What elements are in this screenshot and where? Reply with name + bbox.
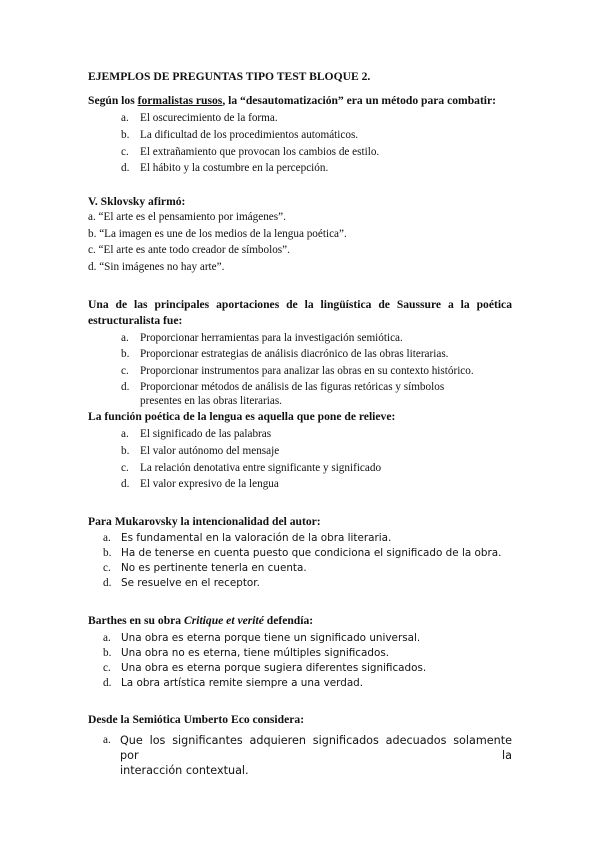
document-title: EJEMPLOS DE PREGUNTAS TIPO TEST BLOQUE 2. (88, 70, 371, 83)
option-text: Ha de tenerse en cuenta puesto que condiciona el significado de la obra. (121, 547, 502, 559)
option-text: La dificultad de los procedimientos automáticos. (140, 129, 359, 141)
option-text: El valor autónomo del mensaje (140, 445, 280, 457)
option-letter: c. (103, 562, 111, 574)
option-letter: c. (121, 146, 129, 158)
option-letter: b. (121, 445, 130, 457)
option-letter: a. (121, 112, 129, 124)
option-letter: b. (103, 647, 112, 659)
option-text: Que los significantes adquieren significados adecuados solamente por la (120, 734, 512, 762)
option-text-continued: interacción contextual. (120, 764, 249, 777)
option-text: d. “Sin imágenes no hay arte”. (88, 261, 225, 273)
question-5-stem: Para Mukarovsky la intencionalidad del autor: (88, 515, 321, 528)
question-6-stem-part: Barthes en su obra (88, 614, 184, 627)
question-2-stem: V. Sklovsky afirmó: (88, 195, 186, 208)
question-7-stem: Desde la Semiótica Umberto Eco considera: (88, 713, 305, 726)
question-3-stem-line2: estructuralista fue: (88, 314, 183, 327)
option-text: c. “El arte es ante todo creador de símbolos”. (88, 244, 290, 256)
option-letter: b. (121, 348, 130, 360)
option-text: Una obra es eterna porque tiene un significado universal. (121, 632, 421, 644)
option-text: Es fundamental en la valoración de la obra literaria. (121, 532, 392, 544)
option-text-block (120, 733, 512, 778)
option-letter: a. (121, 428, 129, 440)
option-text: El hábito y la costumbre en la percepción. (140, 162, 329, 174)
option-text: Proporcionar estrategias de análisis diacrónico de las obras literarias. (140, 348, 449, 360)
option-letter: c. (121, 365, 129, 377)
option-text: Proporcionar instrumentos para analizar las obras en su contexto histórico. (140, 365, 474, 377)
option-letter: b. (103, 547, 112, 559)
option-letter: d. (121, 381, 130, 393)
option-letter: d. (121, 478, 130, 490)
question-3-stem-line1: Una de las principales aportaciones de la lingüística de Saussure a la poética (88, 298, 512, 311)
option-text: El oscurecimiento de la forma. (140, 112, 278, 124)
question-1-stem-part: , la “desautomatización” era un método para combatir: (222, 94, 497, 107)
question-6-work-title: Critique et verité (183, 614, 264, 627)
option-text: a. “El arte es el pensamiento por imágenes”. (88, 211, 286, 223)
option-text: El valor expresivo de la lengua (140, 478, 279, 490)
option-text: La obra artística remite siempre a una verdad. (121, 677, 364, 689)
option-letter: d. (103, 577, 112, 589)
option-letter: d. (121, 162, 130, 174)
option-text: La relación denotativa entre significante y significado (140, 462, 382, 474)
option-letter: b. (121, 129, 130, 141)
question-6-stem-part: defendía: (263, 614, 314, 627)
option-text: Proporcionar herramientas para la investigación semiótica. (140, 332, 403, 344)
option-text: b. “La imagen es une de los medios de la lengua poética”. (88, 228, 347, 240)
question-1-stem-emphasis: formalistas rusos (137, 94, 223, 107)
option-letter: a. (121, 332, 129, 344)
option-letter: a. (103, 632, 111, 644)
question-4-stem: La función poética de la lengua es aquella que pone de relieve: (88, 410, 396, 423)
option-text: El significado de las palabras (140, 428, 272, 440)
option-text: Se resuelve en el receptor. (121, 577, 260, 589)
option-text-continued: presentes en las obras literarias. (140, 395, 282, 407)
option-letter: d. (103, 677, 112, 689)
option-letter: c. (103, 662, 111, 674)
option-letter: a. (103, 734, 111, 746)
option-text: El extrañamiento que provocan los cambios de estilo. (140, 146, 380, 158)
option-letter: a. (103, 532, 111, 544)
option-text: Una obra no es eterna, tiene múltiples significados. (121, 647, 390, 659)
option-letter: c. (121, 462, 129, 474)
question-6-stem (88, 614, 313, 628)
option-text: Proporcionar métodos de análisis de las figuras retóricas y símbolos (140, 381, 445, 393)
question-1-stem (88, 94, 496, 108)
option-text: Una obra es eterna porque sugiera diferentes significados. (121, 662, 427, 674)
question-1-stem-part: Según los (88, 94, 138, 107)
option-text: No es pertinente tenerla en cuenta. (121, 562, 307, 574)
